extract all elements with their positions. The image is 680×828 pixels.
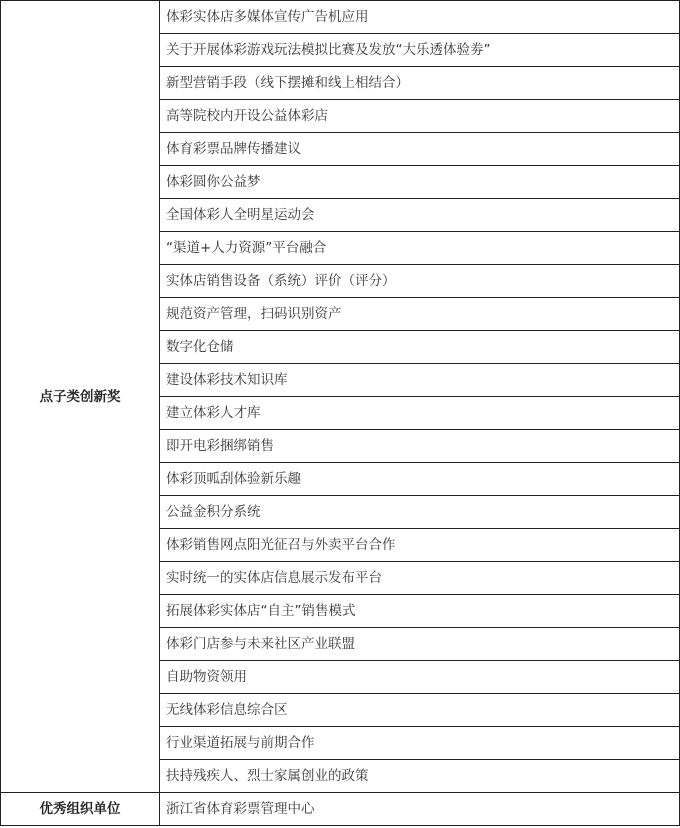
item-cell: 数字化仓储 bbox=[160, 331, 680, 364]
item-cell: 全国体彩人全明星运动会 bbox=[160, 199, 680, 232]
awards-table-body bbox=[1, 1, 680, 826]
category-cell: 点子类创新奖 bbox=[1, 1, 160, 793]
item-cell: 即开电彩捆绑销售 bbox=[160, 430, 680, 463]
item-cell: 行业渠道拓展与前期合作 bbox=[160, 727, 680, 760]
category-cell: 优秀组织单位 bbox=[1, 793, 160, 826]
item-cell: 体彩实体店多媒体宣传广告机应用 bbox=[160, 1, 680, 34]
item-cell: 无线体彩信息综合区 bbox=[160, 694, 680, 727]
item-cell: 浙江省体育彩票管理中心 bbox=[160, 793, 680, 826]
item-cell: 规范资产管理，扫码识别资产 bbox=[160, 298, 680, 331]
item-cell: 拓展体彩实体店“自主”销售模式 bbox=[160, 595, 680, 628]
item-cell: 体彩圆你公益梦 bbox=[160, 166, 680, 199]
item-cell: 关于开展体彩游戏玩法模拟比赛及发放“大乐透体验劵” bbox=[160, 34, 680, 67]
item-cell: 高等院校内开设公益体彩店 bbox=[160, 100, 680, 133]
item-cell: 新型营销手段（线下摆摊和线上相结合） bbox=[160, 67, 680, 100]
item-cell: 体彩顶呱刮体验新乐趣 bbox=[160, 463, 680, 496]
item-cell: 公益金积分系统 bbox=[160, 496, 680, 529]
item-cell: 扶持残疾人、烈士家属创业的政策 bbox=[160, 760, 680, 793]
item-cell: 实体店销售设备（系统）评价（评分） bbox=[160, 265, 680, 298]
item-cell: “渠道+人力资源”平台融合 bbox=[160, 232, 680, 265]
item-cell: 建立体彩人才库 bbox=[160, 397, 680, 430]
item-cell: 体育彩票品牌传播建议 bbox=[160, 133, 680, 166]
item-cell: 建设体彩技术知识库 bbox=[160, 364, 680, 397]
item-cell: 实时统一的实体店信息展示发布平台 bbox=[160, 562, 680, 595]
item-cell: 体彩门店参与未来社区产业联盟 bbox=[160, 628, 680, 661]
table-row bbox=[1, 1, 680, 34]
item-cell: 自助物资领用 bbox=[160, 661, 680, 694]
item-cell: 体彩销售网点阳光征召与外卖平台合作 bbox=[160, 529, 680, 562]
table-row bbox=[1, 793, 680, 826]
